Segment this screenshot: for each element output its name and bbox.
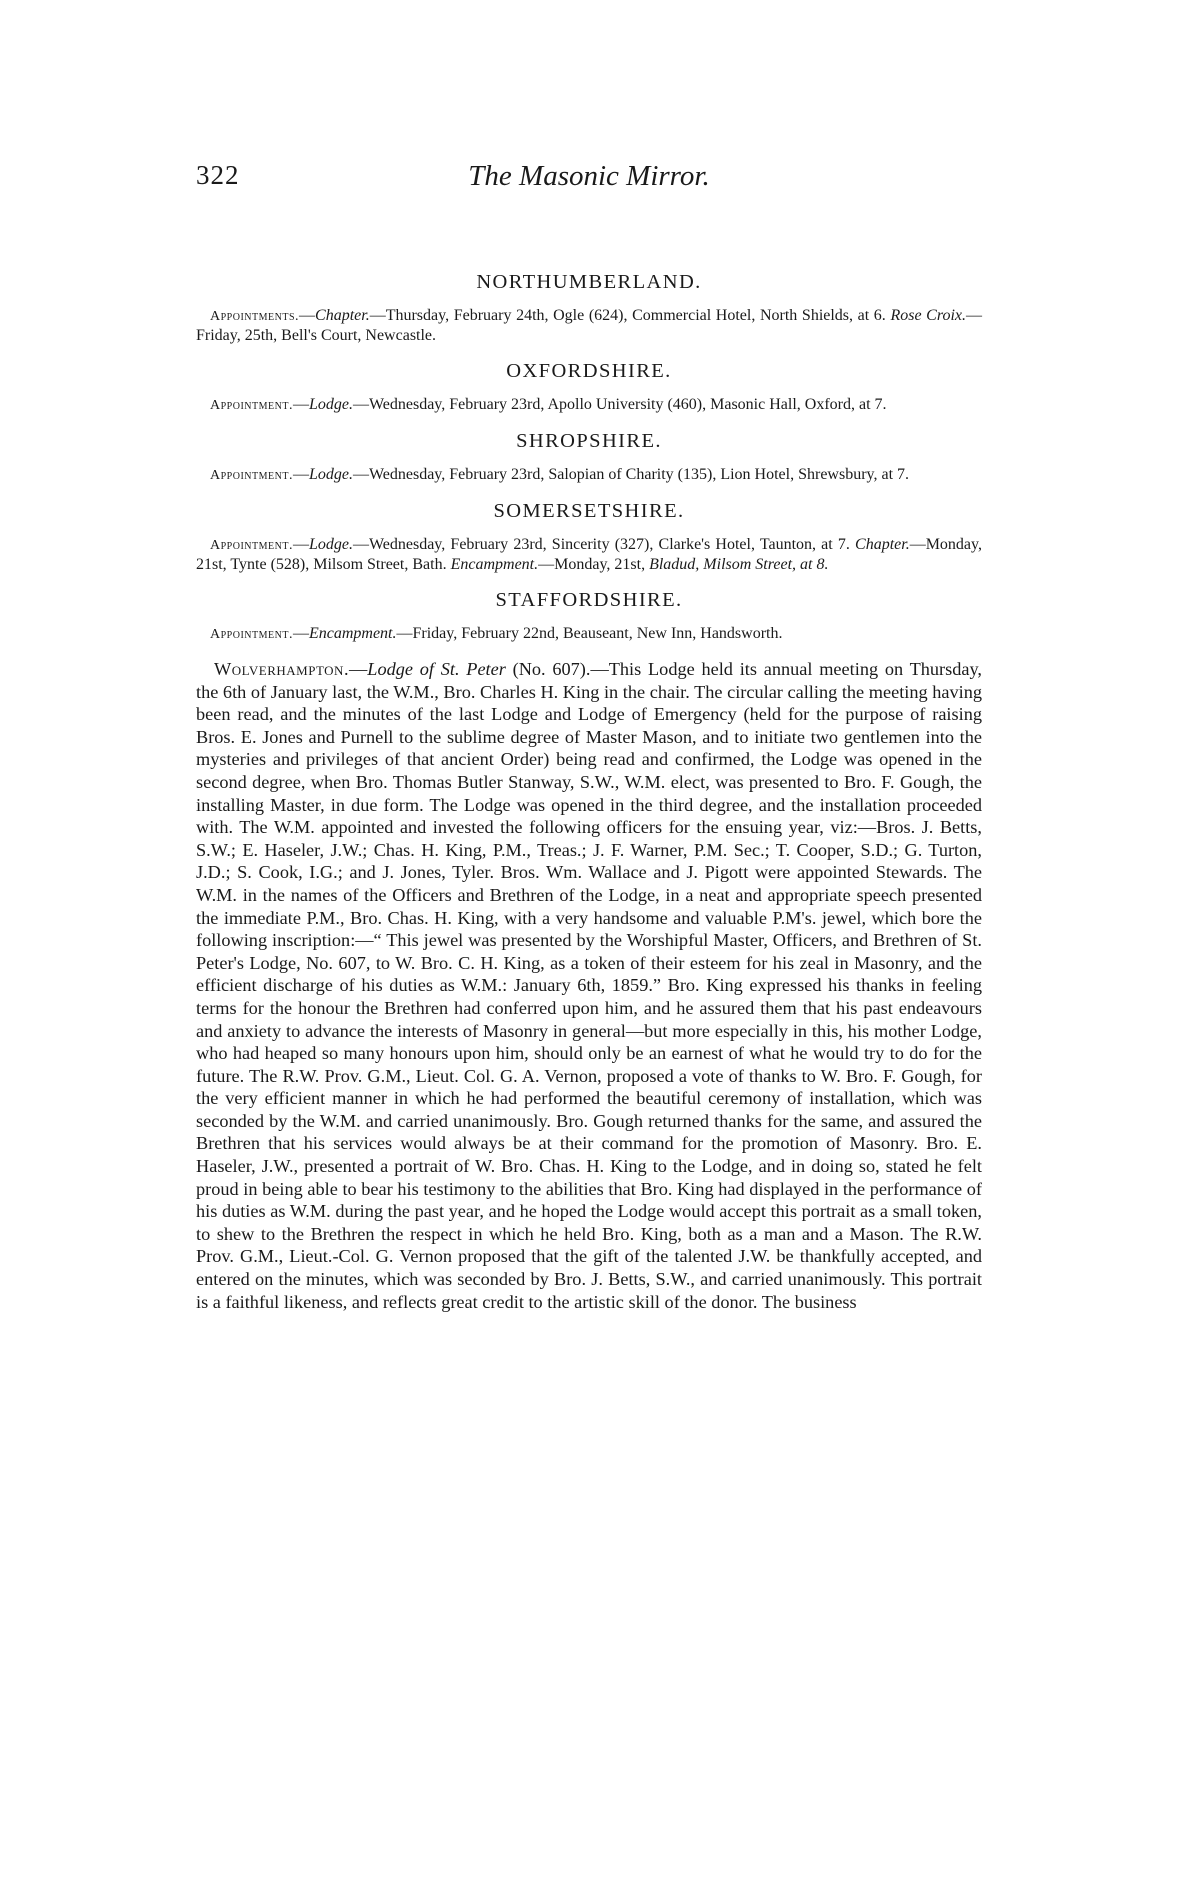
notice-label: Appointment. <box>210 627 293 642</box>
meeting-details: —Friday, 25th, Bell's Court, Newcastle. <box>196 307 983 344</box>
page-number: 322 <box>196 160 240 190</box>
notice-label: Appointments. <box>210 309 300 324</box>
running-head <box>196 160 982 200</box>
notice-shropshire <box>196 465 982 485</box>
meeting-type: Chapter. <box>315 307 370 324</box>
meeting-details: —Wednesday, February 23rd, Apollo University (460), Masonic Hall, Oxford, at 7. <box>352 396 887 413</box>
notice-somersetshire <box>196 535 982 574</box>
meeting-details: —Thursday, February 24th, Ogle (624), Commercial Hotel, North Shields, at 6. <box>369 307 886 324</box>
notice-separator: — <box>292 625 309 642</box>
report-place: Wolverhampton. <box>214 659 350 679</box>
meeting-details: —Monday, 21st, Tynte (528), Milsom Street, Bath. <box>196 536 982 573</box>
county-heading-shropshire: SHROPSHIRE. <box>516 430 662 452</box>
article-body <box>196 270 982 1313</box>
notice-oxfordshire <box>196 395 982 415</box>
meeting-type: Rose Croix. <box>890 307 967 324</box>
notice-label: Appointment. <box>210 538 293 553</box>
meeting-details: —Wednesday, February 23rd, Salopian of Charity (135), Lion Hotel, Shrewsbury, at 7. <box>352 466 910 483</box>
county-heading-northumberland: NORTHUMBERLAND. <box>476 271 702 293</box>
notice-label: Appointment. <box>210 468 293 483</box>
meeting-details-italic: Bladud, Milsom Street, at 8. <box>649 556 829 573</box>
journal-title: The Masonic Mirror. <box>468 160 710 192</box>
meeting-type: Chapter. <box>855 536 910 553</box>
meeting-details: —Wednesday, February 23rd, Sincerity (327), Clarke's Hotel, Taunton, at 7. <box>352 536 850 553</box>
notice-separator: — <box>292 536 309 553</box>
county-heading-staffordshire: STAFFORDSHIRE. <box>495 589 683 611</box>
notice-staffordshire <box>196 624 982 644</box>
wolverhampton-report <box>196 658 982 1313</box>
meeting-details: —Monday, 21st, <box>538 556 646 573</box>
meeting-type: Lodge. <box>308 466 353 483</box>
notice-separator: — <box>292 466 309 483</box>
meeting-type: Lodge. <box>308 396 353 413</box>
meeting-type: Lodge. <box>308 536 353 553</box>
notice-separator: — <box>299 307 316 324</box>
notice-label: Appointment. <box>210 398 293 413</box>
meeting-type: Encampment. <box>450 556 539 573</box>
notice-separator: — <box>292 396 309 413</box>
meeting-details: —Friday, February 22nd, Beauseant, New Inn, Handsworth. <box>396 625 783 642</box>
county-heading-oxfordshire: OXFORDSHIRE. <box>506 360 672 382</box>
report-lodge-name: Lodge of St. Peter <box>367 659 506 679</box>
meeting-type: Encampment. <box>308 625 397 642</box>
county-heading-somersetshire: SOMERSETSHIRE. <box>493 500 685 522</box>
report-body: (No. 607).—This Lodge held its annual meeting on Thursday, the 6th of January last, the W.M., Bro. Charles H. King in the chair. The circular calling the meeting having been read, and the minutes of the last Lodge and Lodge of Emergency (held for the purpose of raising Bros. E. Jones and Purnell to the sublime degree of Master Mason, and to initiate two gentlemen into the mysteries and privileges of that ancient Order) being read and confirmed, the Lodge was opened in the second degree, when Bro. Thomas Butler Stanway, S.W., W.M. elect, was presented to Bro. F. Gough, the installing Master, in due form. The Lodge was opened in the third degree, and the installation proceeded with. The W.M. appointed and invested the following officers for the ensuing year, viz:—Bros. J. Betts, S.W.; E. Haseler, J.W.; Chas. H. King, P.M., Treas.; J. F. Warner, P.M. Sec.; T. Cooper, S.D.; G. Turton, J.D.; S. Cook, I.G.; and J. Jones, Tyler. Bros. Wm. Wallace and J. Pigott were appointed Stewards. The W.M. in the names of the Officers and Brethren of the Lodge, in a neat and appropriate speech presented the immediate P.M., Bro. Chas. H. King, with a very handsome and valuable P.M's. jewel, which bore the following inscription:—“ This jewel was presented by the Worshipful Master, Officers, and Brethren of St. Peter's Lodge, No. 607, to W. Bro. C. H. King, as a token of their esteem for his zeal in Masonry, and the efficient discharge of his duties as W.M.: January 6th, 1859.” Bro. King expressed his thanks in feeling terms for the honour the Brethren had conferred upon him, and he assured them that his past endeavours and anxiety to advance the interests of Masonry in general—but more especially in this, his mother Lodge, who had heaped so many honours upon him, should only be an earnest of what he would try to do for the future. The R.W. Prov. G.M., Lieut. Col. G. A. Vernon, proposed a vote of thanks to W. Bro. F. Gough, for the very efficient manner in which he had performed the beautiful ceremony of installation, which was seconded by the W.M. and carried unanimously. Bro. Gough returned thanks for the same, and assured the Brethren that his services would always be at their command for the promotion of Masonry. Bro. E. Haseler, J.W., presented a portrait of W. Bro. Chas. H. King to the Lodge, and in doing so, stated he felt proud in being able to bear his testimony to the abilities that Bro. King had displayed in the performance of his duties as W.M. during the past year, and he hoped the Lodge would accept this portrait as a small token, to shew to the Brethren the respect in which he held Bro. King, both as a man and a Mason. The R.W. Prov. G.M., Lieut.-Col. G. Vernon proposed that the gift of the talented J.W. be thankfully accepted, and entered on the minutes, which was seconded by Bro. J. Betts, S.W., and carried unanimously. This portrait is a faithful likeness, and reflects great credit to the artistic skill of the donor. The business <box>196 659 982 1312</box>
notice-northumberland <box>196 306 982 345</box>
report-dash: — <box>349 659 368 679</box>
